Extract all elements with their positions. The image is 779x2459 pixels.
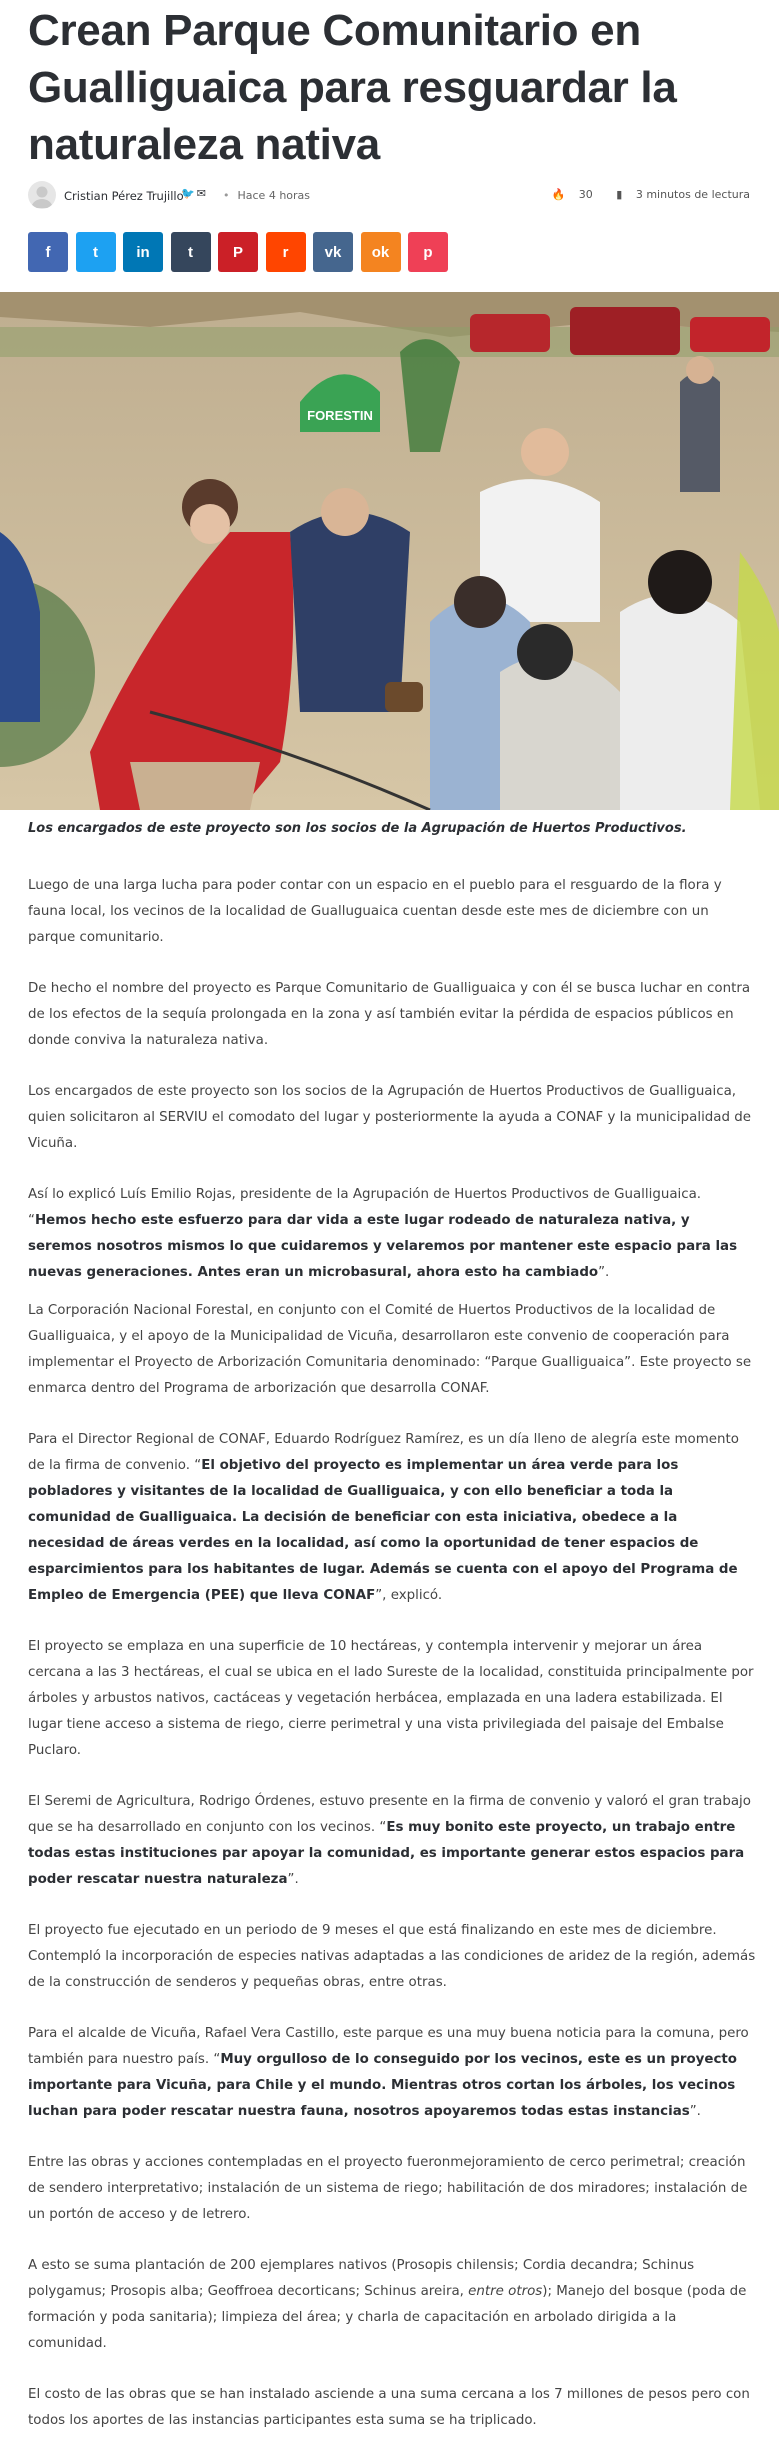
quote-text: Hemos hecho este esfuerzo para dar vida a este lugar rodeado de naturaleza nativa, y seremos nosotros mismos lo que cuidaremos y velaremos por mantener este espacio para las nuevas generaciones. Antes eran un microbasural, ahora esto ha cambiado xyxy=(28,1213,738,1280)
paragraph xyxy=(28,1427,756,1609)
post-time-text: Hace 4 horas xyxy=(237,189,311,202)
vk-share-button[interactable] xyxy=(313,232,353,272)
paragraph-text: ); Manejo del bosque (poda de formación y poda sanitaria); limpieza del área; y charla de capacitación en arbolado dirigida a la comunidad. xyxy=(28,2284,747,2351)
paragraph-text: ”. xyxy=(287,1872,299,1887)
share-buttons xyxy=(28,232,448,272)
paragraph: De hecho el nombre del proyecto es Parque Comunitario de Gualliguaica y con él se busca luchar en contra de los efectos de la sequía prolongada en la zona y así también evitar la pérdida de espacios públicos en donde conviva la naturaleza nativa. xyxy=(28,981,751,1048)
odnoklassniki-share-button[interactable] xyxy=(361,232,401,272)
pocket-share-button[interactable] xyxy=(408,232,448,272)
post-stats xyxy=(532,188,750,201)
paragraph: El costo de las obras que se han instalado asciende a una suma cercana a los 7 millones de pesos pero con todos los aportes de las instancias participantes esta suma se ha triplicado. xyxy=(28,2387,750,2428)
sign-text: FORESTIN xyxy=(307,408,373,423)
paragraph xyxy=(28,1182,756,1286)
views-count-text: 30 xyxy=(578,188,593,201)
linkedin-share-button[interactable] xyxy=(123,232,163,272)
paragraph-text: ”. xyxy=(598,1265,610,1280)
paragraph-text: ”. xyxy=(689,2104,701,2119)
reddit-share-button[interactable] xyxy=(266,232,306,272)
paragraph: Entre las obras y acciones contempladas en el proyecto fueronmejoramiento de cerco perimetral; creación de sendero interpretativo; instalación de un sistema de riego; habilitación de dos miradores; instalación de un portón de acceso y de letrero. xyxy=(28,2155,748,2222)
linkedin-icon: in xyxy=(136,243,150,261)
read-time-text: 3 minutos de lectura xyxy=(635,188,750,201)
odnoklassniki-icon: ok xyxy=(371,243,390,261)
paragraph: Luego de una larga lucha para poder contar con un espacio en el pueblo para el resguardo de la flora y fauna local, los vecinos de la localidad de Gualluguaica cuentan desde este mes de diciembre con un parque comunitario. xyxy=(28,878,722,945)
paragraph-text: ”, explicó. xyxy=(375,1588,443,1603)
paragraph-text: Para el alcalde de Vicuña, Rafael Vera Castillo, este parque es una muy buena noticia para la comuna, pero también para nuestro país. “ xyxy=(28,2026,749,2067)
article-photo xyxy=(0,292,779,810)
paragraph: El proyecto se emplaza en una superficie de 10 hectáreas, y contempla intervenir y mejorar un área cercana a las 3 hectáreas, el cual se ubica en el lado Sureste de la localidad, constituida principalmente por árboles y arbustos nativos, cactáceas y vegetación herbácea, emplazada en una ladera estabilizada. El lugar tiene acceso a sistema de riego, cierre perimetral y una vista privilegiada del paisaje del Embalse Puclaro. xyxy=(28,1639,754,1758)
post-time: • Hace 4 horas xyxy=(223,189,311,202)
italic-text: entre otros xyxy=(468,2284,543,2299)
email-icon[interactable]: ✉ xyxy=(196,187,208,200)
article-meta xyxy=(28,181,750,211)
quote-text: Es muy bonito este proyecto, un trabajo entre todas estas instituciones par apoyar la comunidad, es importante generar estos espacios para poder rescatar nuestra naturaleza xyxy=(28,1820,745,1887)
facebook-share-button[interactable] xyxy=(28,232,68,272)
paragraph-text: Para el Director Regional de CONAF, Eduardo Rodríguez Ramírez, es un día lleno de alegría este momento de la firma de convenio. “ xyxy=(28,1432,739,1473)
article-body xyxy=(28,873,756,2459)
facebook-icon: f xyxy=(45,243,51,261)
tumblr-icon: t xyxy=(188,243,193,261)
quote-text: Muy orgulloso de lo conseguido por los vecinos, este es un proyecto importante para Vicuña, para Chile y el mundo. Mientras otros cortan los árboles, los vecinos luchan para poder rescatar nuestra fauna, nosotros apoyaremos todas estas instancias xyxy=(28,2052,738,2119)
quote-text: El objetivo del proyecto es implementar un área verde para los pobladores y visitantes de la localidad de Gualliguaica, y con ello beneficiar a toda la comunidad de Gualliguaica. La decisión de beneficiar con esta iniciativa, obedece a la necesidad de áreas verdes en la localidad, así como la oportunidad de tener espacios de esparcimientos para los habitantes de lugar. Además se cuenta con el apoyo del Programa de Empleo de Emergencia (PEE) que lleva CONAF xyxy=(28,1458,738,1603)
author-social-icons xyxy=(181,187,208,200)
paragraph-text: El Seremi de Agricultura, Rodrigo Órdenes, estuvo presente en la firma de convenio y valoró el gran trabajo que se ha desarrollado en conjunto con los vecinos. “ xyxy=(28,1794,751,1835)
paragraph-text: A esto se suma plantación de 200 ejemplares nativos (Prosopis chilensis; Cordia decandra; Schinus polygamus; Prosopis alba; Geoffroea decorticans; Schinus areira, xyxy=(28,2258,695,2299)
paragraph xyxy=(28,2021,756,2125)
fire-icon: 🔥 xyxy=(551,188,566,201)
twitter-icon: t xyxy=(93,243,98,261)
bookmark-icon: ▮ xyxy=(616,188,623,201)
paragraph-text: Así lo explicó Luís Emilio Rojas, presidente de la Agrupación de Huertos Productivos de Gualliguaica. “ xyxy=(28,1187,702,1228)
pinterest-icon: P xyxy=(232,243,243,261)
tumblr-share-button[interactable] xyxy=(171,232,211,272)
twitter-share-button[interactable] xyxy=(76,232,116,272)
paragraph: El proyecto fue ejecutado en un periodo de 9 meses el que está finalizando en este mes de diciembre. Contempló la incorporación de especies nativas adaptadas a las condiciones de aridez de la región, además de la construcción de senderos y pequeñas obras, entre otras. xyxy=(28,1923,756,1990)
author-avatar[interactable] xyxy=(28,181,56,209)
reddit-icon: r xyxy=(282,243,289,261)
views-count xyxy=(542,188,593,201)
photo-caption: Los encargados de este proyecto son los socios de la Agrupación de Huertos Productivos. xyxy=(28,821,687,836)
article-title: Crean Parque Comunitario en Gualliguaica para resguardar la naturaleza nativa xyxy=(28,6,677,169)
pocket-icon: p xyxy=(423,243,433,261)
read-time xyxy=(606,188,750,201)
paragraph xyxy=(28,2253,756,2357)
paragraph: La Corporación Nacional Forestal, en conjunto con el Comité de Huertos Productivos de la localidad de Gualliguaica, y el apoyo de la Municipalidad de Vicuña, desarrollaron este convenio de cooperación para implementar el Proyecto de Arborización Comunitaria denominado: “Parque Gualliguaica”. Este proyecto se enmarca dentro del Programa de arborización que desarrolla CONAF. xyxy=(28,1303,752,1396)
twitter-icon[interactable]: 🐦 xyxy=(181,187,197,200)
paragraph xyxy=(28,1789,756,1893)
paragraph: Los encargados de este proyecto son los socios de la Agrupación de Huertos Productivos de Gualliguaica, quien solicitaron al SERVIU el comodato del lugar y posteriormente la ayuda a CONAF y la municipalidad de Vicuña. xyxy=(28,1084,751,1151)
vk-icon: vk xyxy=(324,243,342,261)
pinterest-share-button[interactable] xyxy=(218,232,258,272)
author-name[interactable]: Cristian Pérez Trujillo xyxy=(64,189,184,203)
